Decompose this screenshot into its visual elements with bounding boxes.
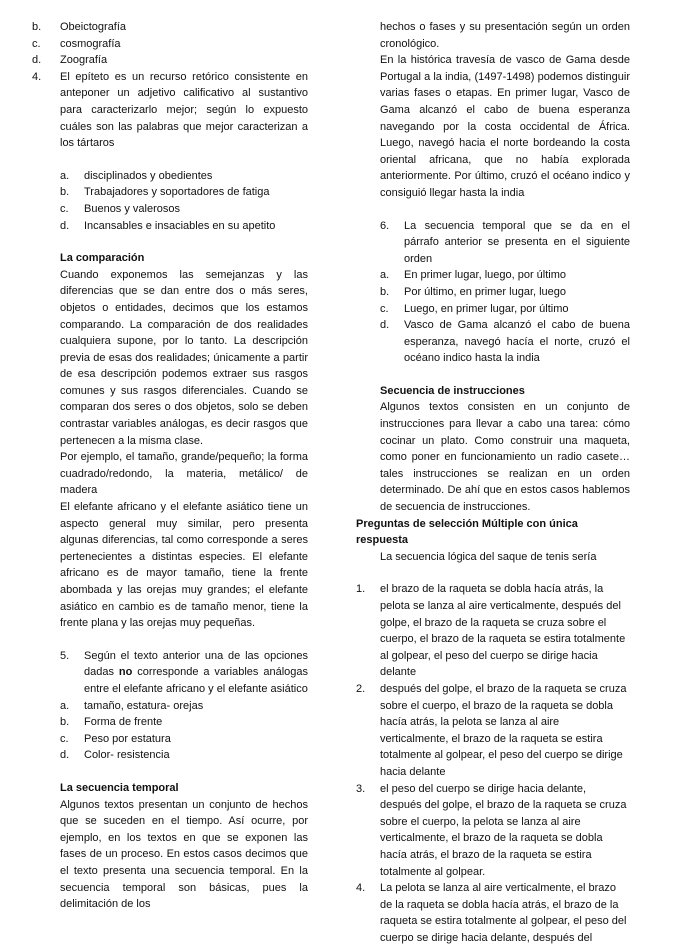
option-number: 3. [356,782,366,795]
q4-option-d [60,218,308,235]
option-text: Incansables e insaciables en su apetito [84,219,276,232]
option-text: Zoografía [60,54,108,67]
q6-option-d [356,317,630,367]
question-text: La secuencia temporal que se da en el párrafo anterior se presenta en el siguiente orden [404,219,630,265]
question-5 [60,648,308,698]
question-number: 5. [60,649,70,662]
option-number: 2. [356,682,366,695]
section-title-instrucciones: Secuencia de instrucciones [380,384,525,397]
option-number: 1. [356,583,366,596]
q5-option-c [32,731,308,748]
option-text: Vasco de Gama alcanzó el cabo de buena esperanza, navegó hacía el norte, cruzó el océano indico hasta la india [404,319,630,365]
option-text: Peso por estatura [84,732,171,745]
option-text: Color- resistencia [84,749,170,762]
paragraph: Algunos textos consisten en un conjunto de instrucciones para llevar a cabo una tarea: cómo cocinar un plato. Como construir una maqueta, como poner en funcionamiento un radio casete… tales instrucciones se realizan en un orden determinado. De ahí que en estos casos hablemos de secuencia de instrucciones. [380,401,630,514]
option-text: En primer lugar, luego, por último [404,269,567,282]
paragraph: El elefante africano y el elefante asiático tiene un aspecto general muy similar, pero presenta algunas diferencias, tal como corresponde a seres pertenecientes a distintas especies. El elefante africano es de mayor tamaño, tiene la frente abombada y las orejas muy grandes; el elefante asiático en cambio es de tamaño menor, tiene la frente plana y las orejas muy pequeñas. [60,501,308,630]
option-marker: c. [60,732,69,745]
option-text: Trabajadores y soportadores de fatiga [84,186,270,199]
q4-option-a [60,168,308,185]
paragraph: Por ejemplo, el tamaño, grande/pequeño; la forma cuadrado/redondo, la materia, metálico/ de madera [60,451,308,497]
q6-option-b [356,284,630,301]
option-number: 4. [356,882,366,895]
option-text: el brazo de la raqueta se dobla hacía atrás, la pelota se lanza al aire verticalmente, después del golpe, el brazo de la raqueta se cruza sobre el cuerpo, el brazo de la raqueta se estira totalmente al golpear, el peso del cuerpo se dirige hacia delante [380,583,626,679]
option-text: tamaño, estatura- orejas [84,699,204,712]
question-6 [380,218,630,268]
q4-option-b [60,184,308,201]
option-text: Obeictografía [60,21,127,33]
option-text: Por último, en primer lugar, luego [404,285,567,298]
q5-option-a [32,698,308,715]
option-text: disciplinados y obedientes [84,169,213,182]
option-b-top [32,19,308,36]
question-number: 6. [380,219,390,232]
q5-option-d [32,747,308,764]
question-4 [32,69,308,152]
left-column [32,19,308,913]
option-marker: d. [60,219,70,232]
section-title-preguntas: Preguntas de selección Múltiple con única respuesta [356,517,578,547]
option-marker: b. [60,716,70,729]
paragraph: Algunos textos presentan un conjunto de hechos que se suceden en el tiempo. Así ocurre, por ejemplo, en los textos en que se exponen las fases de un proceso. En estos casos decimos que el texto presenta una secuencia temporal. En la secuencia temporal son básicas, pues la delimitación de los [60,798,308,911]
option-marker: a. [380,269,390,282]
option-marker: a. [60,169,70,182]
option-marker: d. [32,54,42,67]
option-text: Luego, en primer lugar, por último [404,302,569,315]
option-marker: b. [32,21,42,33]
question-text: El epíteto es un recurso retórico consistente en anteponer un adjetivo calificativo al sustantivo para caracterizarlo mejor; según lo expuesto cuáles son las palabras que mejor caracterizan a los tártaros [60,70,308,150]
option-marker: b. [60,186,70,199]
option-text: La pelota se lanza al aire verticalmente, el brazo de la raqueta se dobla hacía atrás, el brazo de la raqueta se estira totalmente al golpear, el peso del cuerpo se dirige hacia delante, después del [380,882,627,944]
q4-option-c [60,201,308,218]
option-text: el peso del cuerpo se dirige hacia delante, después del golpe, el brazo de la raqueta se cruza sobre el cuerpo, la pelota se lanza al aire verticalmente, el brazo de la raqueta se dobla hacía atrás, el brazo de la raqueta se estira totalmente al golpear. [380,782,627,878]
right-column [356,19,630,946]
option-marker: c. [60,202,69,215]
tennis-option-2 [356,681,630,781]
option-marker: c. [380,302,389,315]
q6-option-a [356,267,630,284]
tennis-option-1 [356,581,630,681]
option-text: Buenos y valerosos [84,202,180,215]
option-text: después del golpe, el brazo de la raqueta se cruza sobre el cuerpo, el brazo de la raqueta se dobla hacía atrás, la pelota se lanza al aire verticalmente, el brazo de la raqueta se estira totalmente al golpear, el peso del cuerpo se dirige hacia delante [380,682,627,778]
q5-option-b [32,714,308,731]
option-marker: b. [380,285,390,298]
paragraph: En la histórica travesía de vasco de Gama desde Portugal a la india, (1497-1498) podemos distinguir varias fases o etapas. En primer lugar, Vasco de Gama alcanzó el cabo de buena esperanza navegando por la costa occidental de África. Luego, navegó hacia el norte bordeando la costa oriental africana, que no había explorada anteriormente. Por último, cruzó el océano indico y consiguió llegar hasta la india [380,54,630,199]
section-title-comparacion: La comparación [60,252,145,265]
question-text: corresponde a variables análogas entre el elefante africano y el elefante asiático [84,666,308,695]
section-title-secuencia-temporal: La secuencia temporal [60,781,179,794]
option-text: cosmografía [60,37,121,50]
option-marker: d. [380,319,390,332]
option-marker: c. [32,37,41,50]
paragraph: hechos o fases y su presentación según un orden cronológico. [380,21,630,50]
question-text-bold: no [118,666,133,679]
option-d-top [32,52,308,69]
question-stem: La secuencia lógica del saque de tenis sería [380,550,597,563]
question-number: 4. [32,70,42,83]
tennis-option-4 [356,880,630,946]
option-marker: a. [60,699,70,712]
paragraph: Cuando exponemos las semejanzas y las diferencias que se dan entre dos o más seres, objetos o entidades, decimos que los estamos comparando. La comparación de dos realidades cualquiera supone, por lo tanto. La descripción previa de esas dos realidades; únicamente a partir de esa descripción podemos extraer sus rasgos comunes y sus rasgos diferenciales. Cuando se comparan dos seres o dos objetos, solo se deben contrastar variables análogas, es decir rasgos que pertenecen a la misma clase. [60,268,308,447]
option-marker: d. [60,749,70,762]
option-text: Forma de frente [84,716,163,729]
q6-option-c [356,301,630,318]
option-c-top [32,36,308,53]
tennis-option-3 [356,781,630,881]
question-text: Según el texto anterior una de las opciones dadas [84,649,308,679]
